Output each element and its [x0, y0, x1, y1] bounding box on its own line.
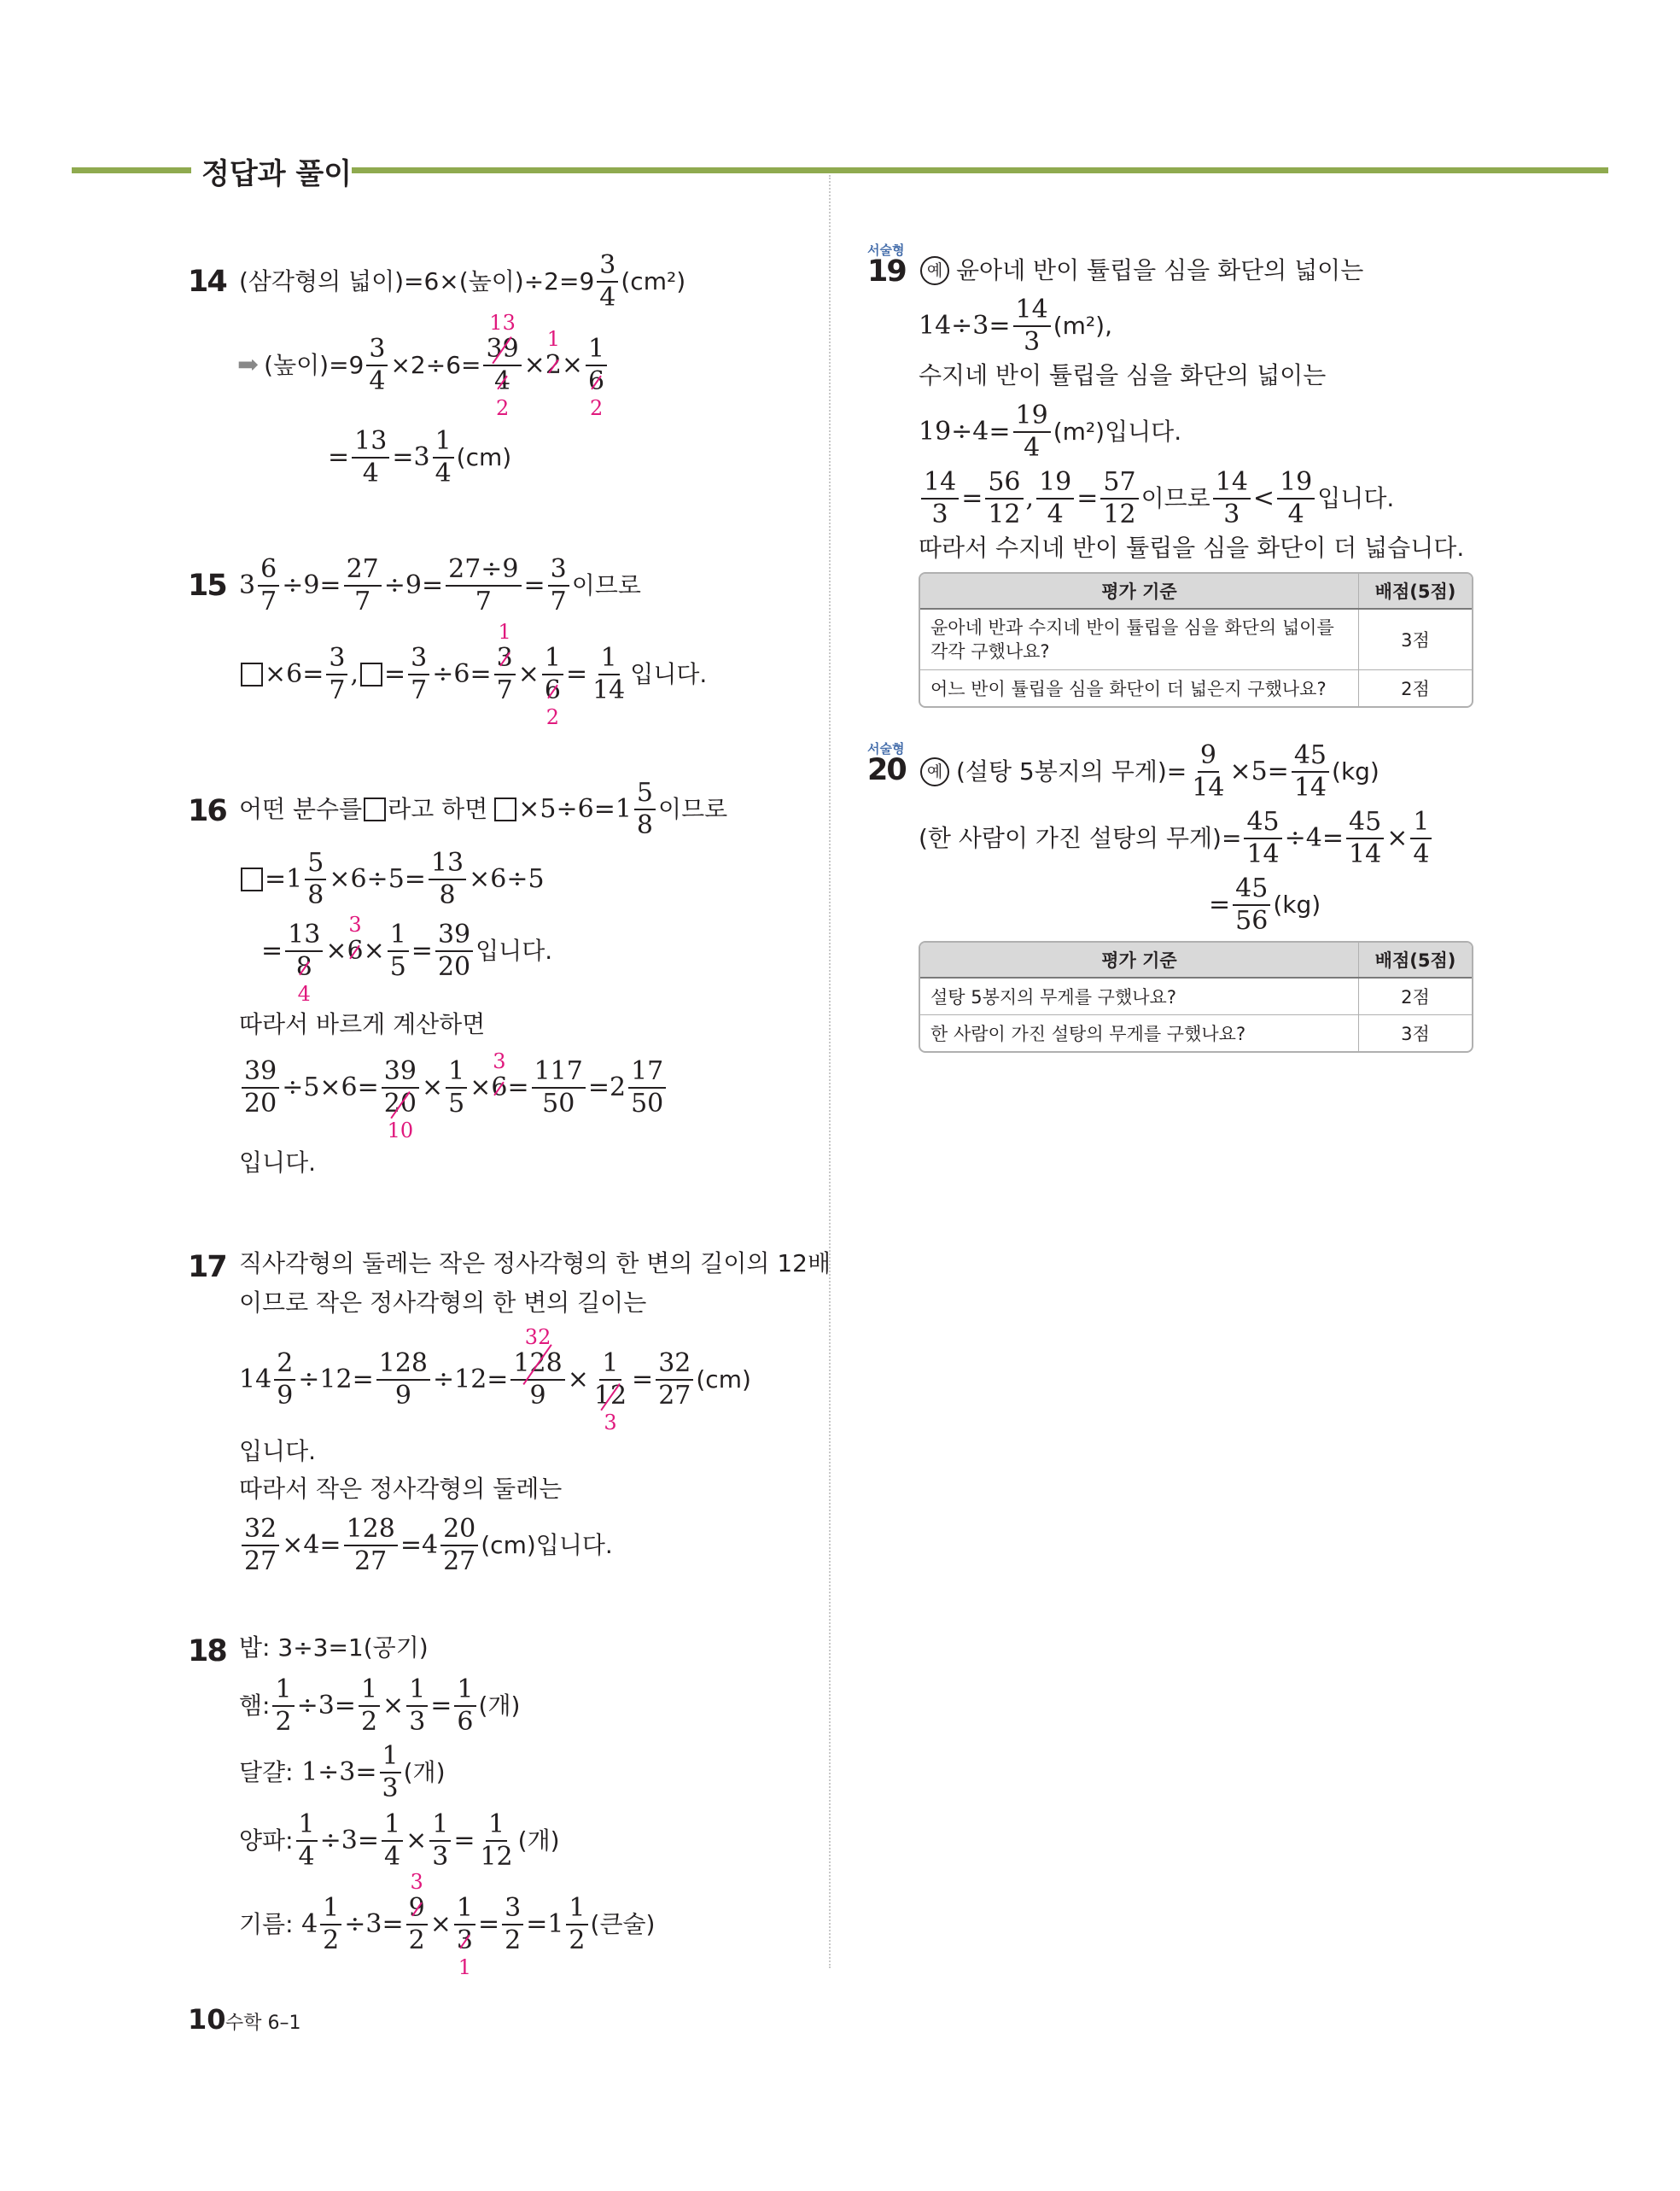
problem-17-line-1: 직사각형의 둘레는 작은 정사각형의 한 변의 길이의 12배 — [239, 1249, 831, 1277]
problem-16-line-5: $\frac{39}{20}$ ÷5×6= 39 20 10 × $\frac{1}{5}$ × 6 3 = $\frac{117}{50}$ =2 17 50 — [239, 1059, 668, 1117]
problem-20-scoring-table — [919, 941, 1473, 1053]
problem-14-number: 14 — [188, 265, 226, 299]
book-title: 수학 6–1 — [225, 2013, 301, 2034]
problem-16-number: 16 — [188, 794, 226, 828]
problem-18-number: 18 — [188, 1634, 226, 1668]
problem-17-line-6: $\frac{32}{27}$ ×4= $\frac{128}{27}$ =4 20 27 (cm)입니다. — [239, 1516, 613, 1575]
problem-17-number: 17 — [188, 1250, 226, 1284]
criteria-cell: 어느 반이 튤립을 심을 화단이 더 넓은지 구했나요? — [920, 670, 1359, 707]
problem-16-line-6: 입니다. — [239, 1148, 317, 1177]
problem-18-rice: 밥: 3÷3=1(공기) — [239, 1633, 429, 1662]
score-cell: 3점 — [1359, 609, 1473, 670]
problem-16-line-2: =1 $\frac{5}{8}$ ×6÷5= $\frac{13}{8}$ ×6÷5 — [239, 850, 545, 909]
header-rule-right — [352, 167, 1608, 173]
blank-box — [241, 868, 263, 891]
score-cell: 3점 — [1359, 1015, 1473, 1052]
score-cell: 2점 — [1359, 978, 1473, 1015]
problem-18-onion: 양파: $\frac{1}{4}$ ÷3= $\frac{1}{4}$ × $\frac{1}{3}$ = $\frac{1}{12}$ (개) — [239, 1809, 560, 1872]
blank-box — [360, 663, 382, 687]
problem-18-egg: 달걀: 1÷3= $\frac{1}{3}$ (개) — [239, 1741, 446, 1803]
criteria-cell: 설탕 5봉지의 무게를 구했나요? — [920, 978, 1359, 1015]
problem-18-ham: 햄: $\frac{1}{2}$ ÷3= $\frac{1}{2}$ × $\frac{1}{3}$ = $\frac{1}{6}$ (개) — [239, 1674, 521, 1737]
problem-20-line-2: (한 사람이 가진 설탕의 무게)= $\frac{45}{14}$ ÷4= $\frac{45}{14}$ × $\frac{1}{4}$ — [919, 809, 1434, 868]
problem-15-line-2: ×6= $\frac{3}{7}$ , = $\frac{3}{7}$ ÷6= 3 1 7 × 1 6 2 = $\frac{1}{14}$ 입니다. — [239, 646, 707, 704]
arrow-right-icon: ➡ — [237, 350, 260, 380]
score-cell: 2점 — [1359, 670, 1473, 707]
header-rule-left — [72, 167, 191, 173]
criteria-header: 평가 기준 — [920, 943, 1359, 978]
problem-16-line-3: = 13 8 4 × 6 3 × $\frac{1}{5}$ = $\frac{39}{20}$ 입니다. — [261, 913, 553, 1006]
problem-14-line-1: (삼각형의 넓이)=6×(높이)÷2=9 3 4 (cm²) — [239, 250, 686, 313]
problem-18-oil: 기름: 4 $\frac{1}{2}$ ÷3= 9 3 2 × 1 3 1 = $\frac{3}{2}$ =1 1 2 (큰술) — [239, 1870, 656, 1979]
problem-17-line-3: 14 $\frac{2}{9}$ ÷12= $\frac{128}{9}$ ÷12= 128 32 9 × 1 12 3 = $\frac{32}{27}$ (cm) — [239, 1325, 751, 1434]
problem-19-line-2: 14÷3= $\frac{14}{3}$ (m²), — [919, 295, 1112, 357]
problem-14-line-3: = $\frac{13}{4}$ =3 1 4 (cm) — [328, 426, 512, 488]
example-mark: 예 — [920, 757, 949, 786]
criteria-cell: 윤아네 반과 수지네 반이 튤립을 심을 화단의 넓이를 각각 구했나요? — [920, 609, 1359, 670]
problem-16-line-1: 어떤 분수를 라고 하면 ×5÷6=1 5 8 이므로 — [239, 778, 728, 840]
problem-17-line-5: 따라서 작은 정사각형의 둘레는 — [239, 1475, 563, 1503]
problem-20-line-1: 예 (설탕 5봉지의 무게)= $\frac{9}{14}$ ×5= $\frac{45}{14}$ (kg) — [920, 743, 1380, 801]
score-header: 배점(5점) — [1359, 943, 1473, 978]
problem-15-number: 15 — [188, 569, 226, 603]
problem-20-line-3: = $\frac{45}{56}$ (kg) — [1209, 873, 1321, 936]
essay-tag-20: 서술형 — [867, 741, 905, 757]
problem-19-line-3: 수지네 반이 튤립을 심을 화단의 넓이는 — [919, 361, 1327, 389]
essay-tag-19: 서술형 — [867, 242, 905, 258]
problem-15-line-1: 3 $\frac{6}{7}$ ÷9= $\frac{27}{7}$ ÷9= $\frac{27\div 9}{7}$ = $\frac{3}{7}$ 이므로 — [239, 554, 641, 616]
problem-16-line-4: 따라서 바르게 계산하면 — [239, 1010, 486, 1038]
score-header: 배점(5점) — [1359, 574, 1473, 609]
problem-19-line-4: 19÷4= $\frac{19}{4}$ (m²)입니다. — [919, 400, 1182, 463]
problem-19-line-5: $\frac{14}{3}$ = $\frac{56}{12}$ , $\frac{19}{4}$ = $\frac{57}{12}$ 이므로 14 3 < 19 4 입니다. — [919, 470, 1394, 528]
criteria-cell: 한 사람이 가진 설탕의 무게를 구했나요? — [920, 1015, 1359, 1052]
blank-box — [241, 663, 263, 687]
blank-box — [494, 798, 516, 821]
problem-19-line-1: 예 윤아네 반이 튤립을 심을 화단의 넓이는 — [920, 256, 1363, 285]
problem-17-line-2: 이므로 작은 정사각형의 한 변의 길이는 — [239, 1288, 647, 1317]
blank-box — [364, 798, 386, 821]
column-divider — [829, 175, 831, 1968]
criteria-header: 평가 기준 — [920, 574, 1359, 609]
problem-19-scoring-table — [919, 572, 1473, 708]
example-mark: 예 — [920, 256, 949, 285]
problem-20-number: 20 — [867, 753, 906, 787]
problem-19-number: 19 — [867, 254, 906, 289]
problem-14-line-2: ➡ (높이)=9 $\frac{3}{4}$ ×2÷6= 39 13 4 2 × 2 1 × 1 6 2 — [237, 336, 610, 394]
problem-19-line-6: 따라서 수지네 반이 튤립을 심을 화단이 더 넓습니다. — [919, 534, 1465, 562]
page-title: 정답과 풀이 — [201, 157, 353, 191]
page-number: 10 — [188, 2003, 226, 2036]
problem-17-line-4: 입니다. — [239, 1437, 317, 1465]
